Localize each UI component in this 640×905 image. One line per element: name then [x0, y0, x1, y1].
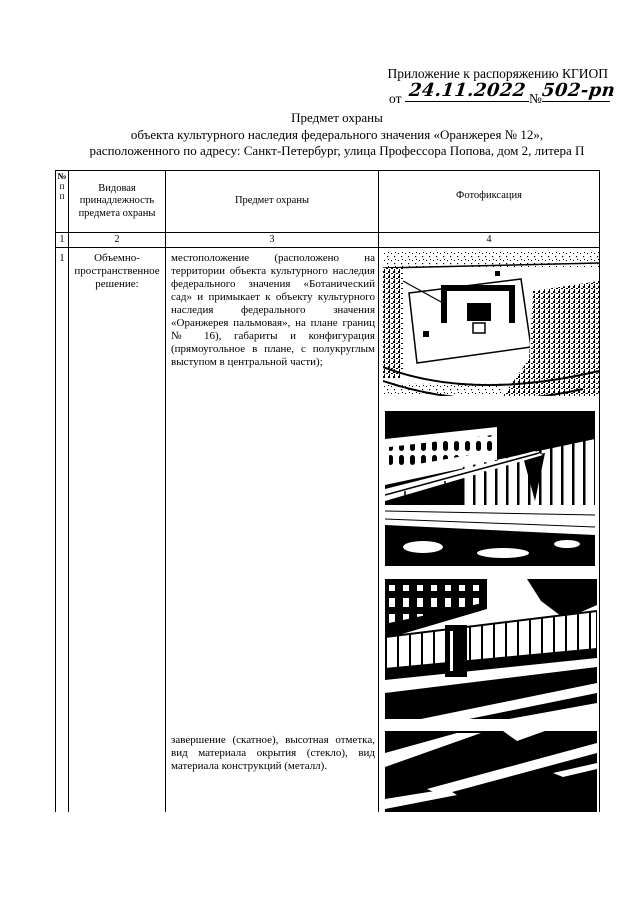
- subject-line: (прямоугольное в плане, с полукруглым: [171, 343, 375, 355]
- row-subject-cell: [165, 247, 378, 812]
- subject-line: завершение (скатное), высотная отметка,: [171, 734, 375, 746]
- row-type-line: решение:: [95, 278, 139, 290]
- subject-line: федерального значения «Ботанический: [171, 278, 375, 290]
- subject-line: материала конструкций (металл).: [171, 760, 328, 772]
- header-type-line: Видовая: [98, 182, 136, 194]
- greenhouse-entrance-photo: [385, 579, 597, 719]
- row-type-cell: [68, 247, 165, 812]
- subject-line: сад» и примыкает к объекту культурного: [171, 291, 375, 303]
- subject-block-location: [171, 252, 375, 369]
- heading-object: объекта культурного наследия федерального значения «Оранжерея № 12»,: [130, 126, 544, 142]
- subject-line: территории объекта культурного наследия: [171, 265, 375, 277]
- header-subject-cell: [165, 170, 378, 232]
- header-type-line: принадлежность: [79, 195, 155, 207]
- order-number: 502-рп: [540, 80, 617, 101]
- header-number-cell: [55, 170, 68, 232]
- date-prefix: от: [389, 91, 402, 106]
- subject-line: местоположение (расположено на: [171, 252, 375, 264]
- column-number: 3: [165, 232, 378, 247]
- subject-line: выступом в центральной части);: [171, 356, 323, 368]
- subject-line: наследия федерального значения: [171, 304, 375, 316]
- heading-title: Предмет охраны: [291, 110, 383, 125]
- heading-address: расположенного по адресу: Санкт-Петербург, улица Профессора Попова, дом 2, литера П: [89, 143, 585, 158]
- row-type-line: пространственное: [74, 265, 160, 277]
- appendix-title: Приложение к распоряжению КГИОП: [387, 66, 608, 81]
- header-photo-cell: [378, 170, 600, 232]
- subject-line: «Оранжерея пальмовая», на плане границ: [171, 317, 375, 329]
- document-heading: [40, 110, 634, 160]
- header-number-line: п: [59, 181, 65, 191]
- header-number-line: №: [57, 171, 67, 181]
- subject-block-roof: [171, 734, 375, 773]
- order-number-field: [540, 80, 617, 102]
- subject-line: вид материала окрытия (стекло), вид: [171, 747, 375, 759]
- header-number-line: п: [59, 191, 65, 201]
- column-number: 2: [68, 232, 165, 247]
- row-type-line: Объемно-: [94, 252, 140, 264]
- header-subject-label: Предмет охраны: [234, 195, 310, 207]
- column-number: 4: [378, 232, 600, 247]
- row-photo-cell: [378, 247, 600, 812]
- column-number: 1: [55, 232, 68, 247]
- header-type-line: предмета охраны: [78, 207, 156, 219]
- glass-roof-photo: [385, 731, 597, 812]
- order-date: 24.11.2022: [407, 80, 527, 101]
- row-number: 1: [55, 247, 68, 812]
- header-photo-label: Фотофиксация: [456, 190, 522, 202]
- number-prefix: №: [529, 91, 542, 106]
- greenhouse-facade-photo: [385, 411, 595, 566]
- subject-line: № 16), габариты и конфигурация: [171, 330, 375, 342]
- protection-subject-table: [55, 170, 600, 812]
- header-type-cell: [68, 170, 165, 232]
- site-plan-map: [383, 251, 599, 396]
- order-date-field: [405, 80, 529, 102]
